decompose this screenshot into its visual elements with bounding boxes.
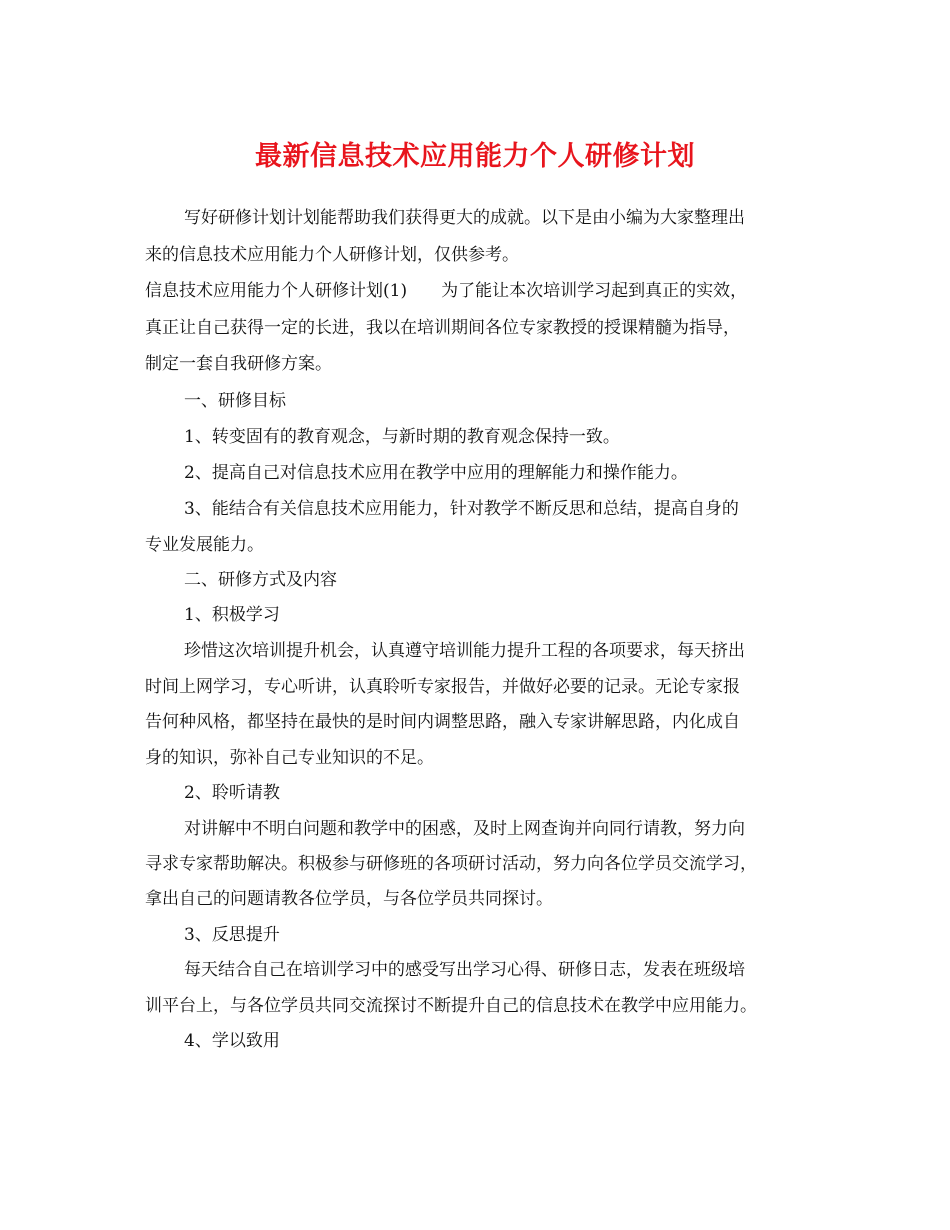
document-title: 最新信息技术应用能力个人研修计划 [255, 141, 695, 172]
paragraph-line: 制定一套自我研修方案。 [145, 354, 332, 374]
list-item: 3、能结合有关信息技术应用能力，针对教学不断反思和总结，提高自身的 [184, 499, 739, 519]
paragraph-line: 真正让自己获得一定的长进，我以在培训期间各位专家教授的授课精髓为指导， [145, 318, 740, 338]
paragraph-line: 专业发展能力。 [145, 535, 264, 555]
paragraph-line: 拿出自己的问题请教各位学员，与各位学员共同探讨。 [145, 889, 553, 909]
paragraph-line: 对讲解中不明白问题和教学中的困惑，及时上网查询并向同行请教，努力向 [184, 819, 745, 839]
list-item: 2、提高自己对信息技术应用在教学中应用的理解能力和操作能力。 [184, 463, 688, 483]
paragraph-line: 告何种风格，都坚持在最快的是时间内调整思路，融入专家讲解思路，内化成自 [145, 712, 740, 732]
paragraph-line: 寻求专家帮助解决。积极参与研修班的各项研讨活动，努力向各位学员交流学习， [145, 854, 757, 874]
paragraph-line: 身的知识，弥补自己专业知识的不足。 [145, 748, 434, 768]
paragraph-line: 写好研修计划计划能帮助我们获得更大的成就。以下是由小编为大家整理出 [184, 208, 745, 228]
subsection-heading: 2、聆听请教 [184, 783, 280, 803]
paragraph-line: 训平台上，与各位学员共同交流探讨不断提升自己的信息技术在教学中应用能力。 [145, 996, 757, 1016]
paragraph-line: 信息技术应用能力个人研修计划(1) 为了能让本次培训学习起到真正的实效， [145, 281, 748, 301]
paragraph-line: 珍惜这次培训提升机会，认真遵守培训能力提升工程的各项要求，每天挤出 [184, 641, 745, 661]
section-heading: 一、研修目标 [184, 391, 286, 411]
paragraph-line: 时间上网学习，专心听讲，认真聆听专家报告，并做好必要的记录。无论专家报 [145, 677, 740, 697]
list-item: 1、转变固有的教育观念，与新时期的教育观念保持一致。 [184, 427, 620, 447]
subsection-heading: 4、学以致用 [184, 1031, 280, 1051]
subsection-heading: 1、积极学习 [184, 605, 280, 625]
paragraph-line: 来的信息技术应用能力个人研修计划，仅供参考。 [145, 245, 519, 265]
section-heading: 二、研修方式及内容 [184, 570, 337, 590]
paragraph-line: 每天结合自己在培训学习中的感受写出学习心得、研修日志，发表在班级培 [184, 960, 745, 980]
subsection-heading: 3、反思提升 [184, 925, 280, 945]
